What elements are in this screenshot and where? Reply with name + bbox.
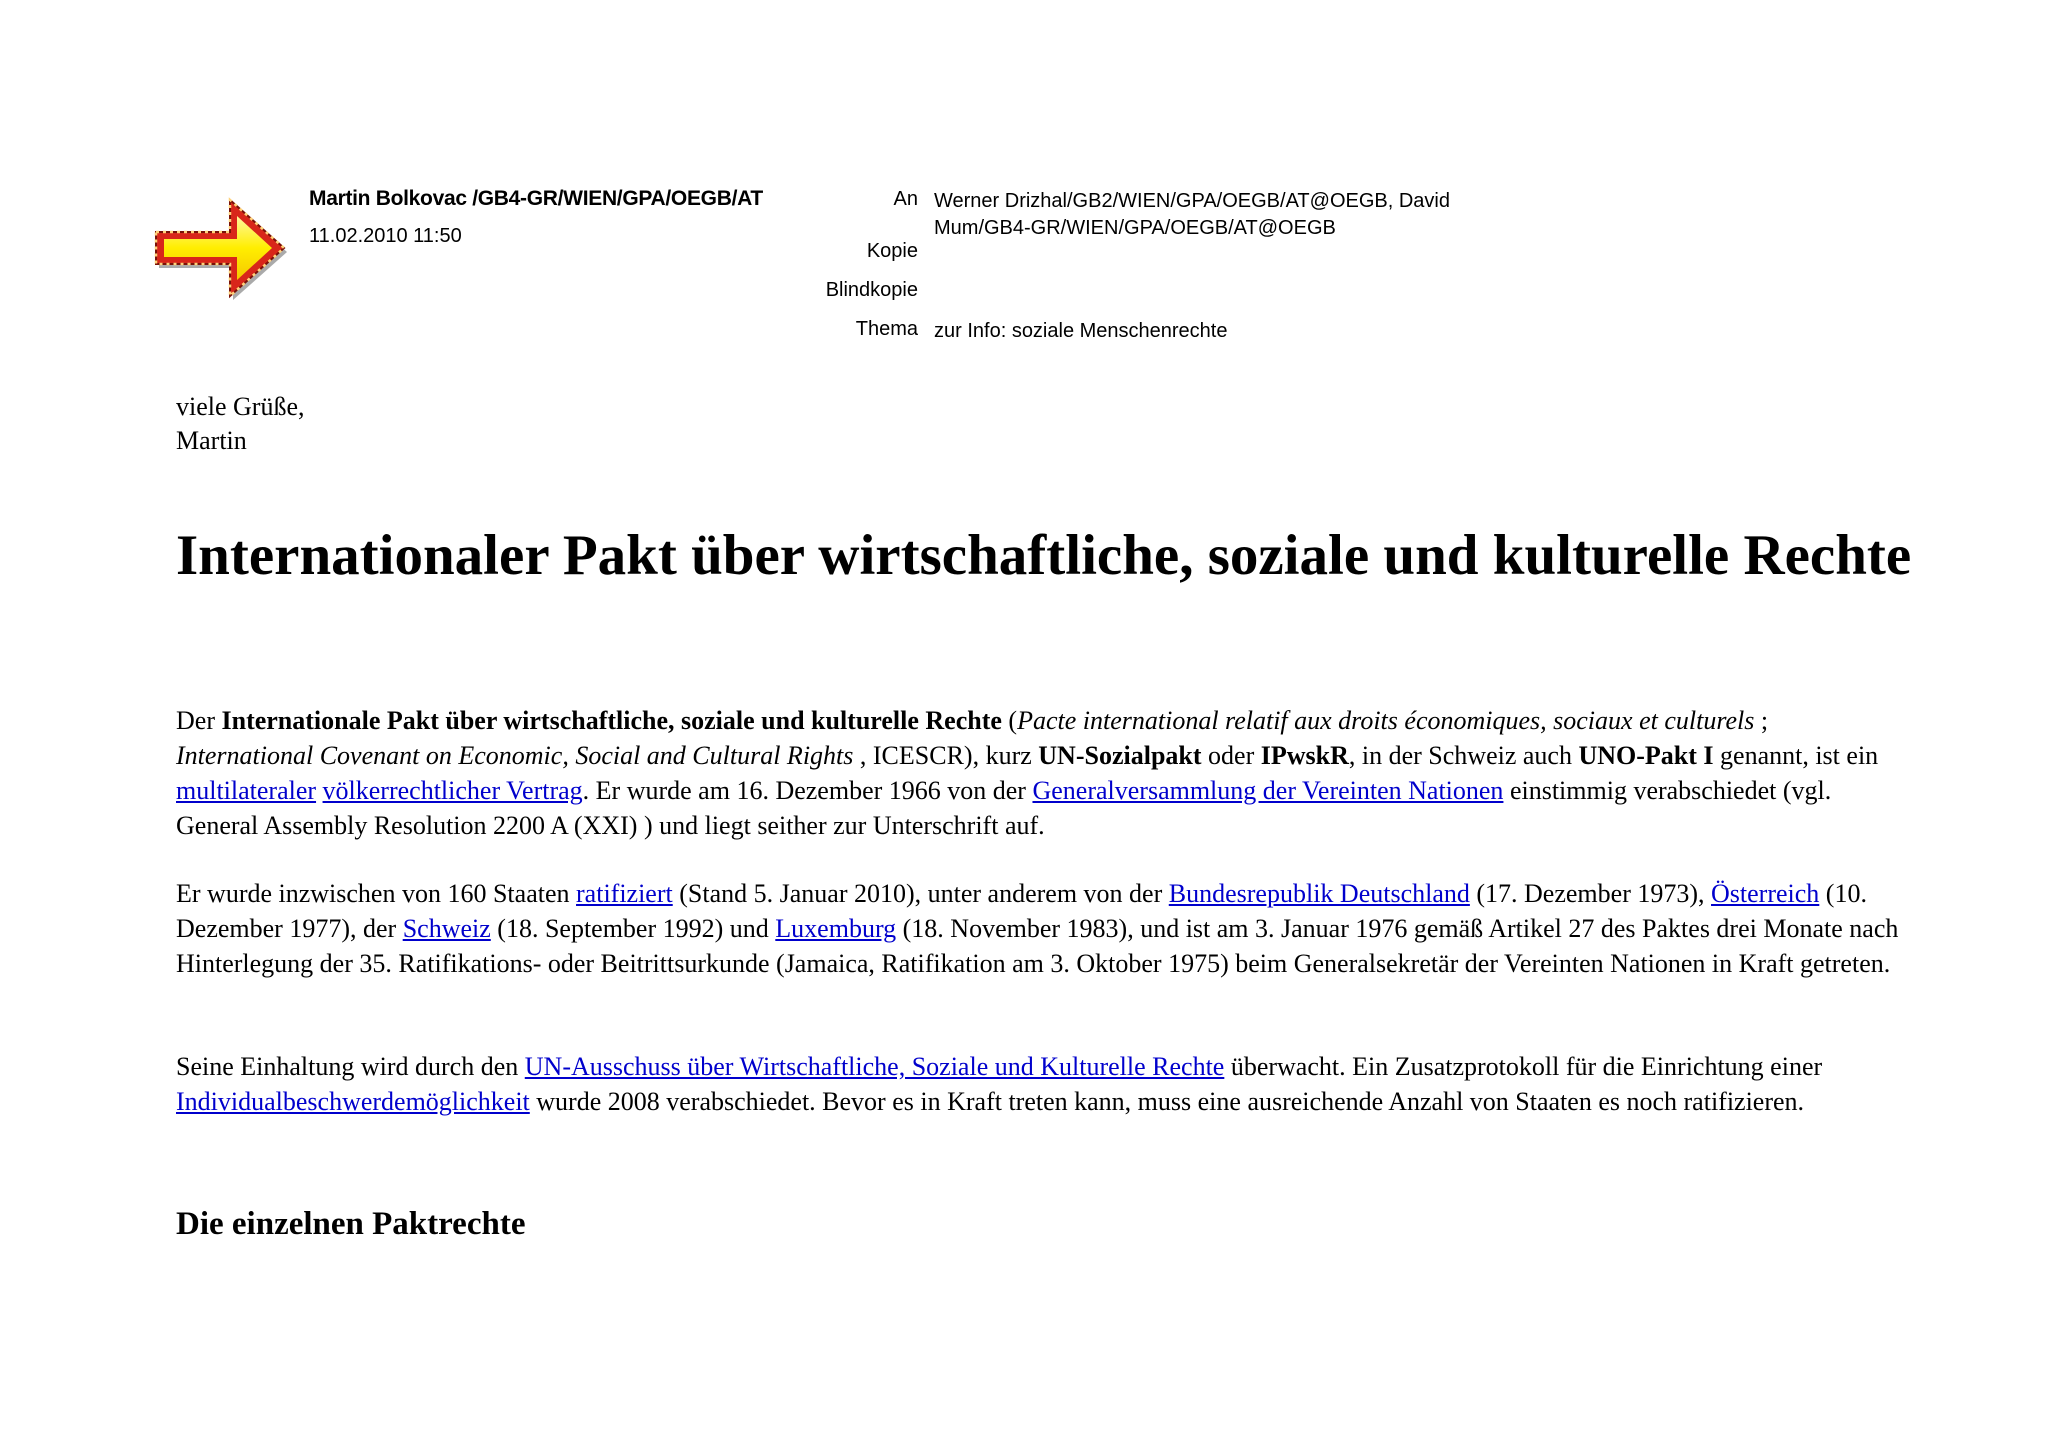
arrow-right-icon xyxy=(150,192,290,304)
paragraph-ratification xyxy=(176,876,1906,981)
text: ; xyxy=(1754,706,1769,735)
french-title: Pacte international relatif aux droits économiques, sociaux et culturels xyxy=(1017,706,1755,735)
text: , ICESCR), kurz xyxy=(853,741,1039,770)
article-title: Internationaler Pakt über wirtschaftliche, soziale und kulturelle Rechte xyxy=(176,524,1912,587)
text: (18. September 1992) und xyxy=(490,914,776,943)
sender-name: Martin Bolkovac /GB4-GR/WIEN/GPA/OEGB/AT xyxy=(309,187,763,210)
subject: zur Info: soziale Menschenrechte xyxy=(934,320,1228,342)
label-cc: Kopie xyxy=(866,240,918,262)
label-to: An xyxy=(893,188,918,210)
text: oder xyxy=(1201,741,1261,770)
label-subject: Thema xyxy=(855,318,918,340)
text: , in der Schweiz auch xyxy=(1348,741,1579,770)
paragraph-monitoring xyxy=(176,1049,1906,1119)
link-voelkerrechtlicher-vertrag[interactable]: völkerrechtlicher Vertrag xyxy=(322,776,583,805)
text: genannt, ist ein xyxy=(1713,741,1879,770)
link-schweiz[interactable]: Schweiz xyxy=(402,914,491,943)
link-bundesrepublik-deutschland[interactable]: Bundesrepublik Deutschland xyxy=(1168,879,1470,908)
link-luxemburg[interactable]: Luxemburg xyxy=(775,914,897,943)
text: Er wurde inzwischen von 160 Staaten xyxy=(176,879,577,908)
text: wurde 2008 verabschiedet. Bevor es in Kraft treten kann, muss eine ausreichende Anzahl von Staaten es noch ratifizieren. xyxy=(529,1087,1805,1116)
signature-name: Martin xyxy=(176,426,247,455)
english-title: International Covenant on Economic, Social and Cultural Rights xyxy=(176,741,854,770)
link-generalversammlung[interactable]: Generalversammlung der Vereinten Nationen xyxy=(1032,776,1504,805)
section-heading: Die einzelnen Paktrechte xyxy=(176,1206,526,1242)
text: (10. Dezember 1977), der xyxy=(176,879,1867,943)
text: ( xyxy=(1001,706,1018,735)
link-oesterreich[interactable]: Österreich xyxy=(1711,879,1820,908)
text: überwacht. Ein Zusatzprotokoll für die Einrichtung einer xyxy=(1224,1052,1823,1081)
text: . Er wurde am 16. Dezember 1966 von der xyxy=(582,776,1033,805)
recipients-line-2: Mum/GB4-GR/WIEN/GPA/OEGB/AT@OEGB xyxy=(934,217,1336,239)
text: Der xyxy=(176,706,222,735)
text: (Stand 5. Januar 2010), unter anderem von der xyxy=(672,879,1169,908)
recipients xyxy=(934,188,1554,242)
bold-term: Internationale Pakt über wirtschaftliche, soziale und kulturelle Rechte xyxy=(221,706,1002,735)
text: einstimmig verabschiedet (vgl. General Assembly Resolution 2200 A (XXI) ) und liegt seither zur Unterschrift auf. xyxy=(176,776,1832,840)
link-un-ausschuss[interactable]: UN-Ausschuss über Wirtschaftliche, Soziale und Kulturelle Rechte xyxy=(524,1052,1225,1081)
bold-term: UN-Sozialpakt xyxy=(1038,741,1202,770)
bold-term: IPwskR xyxy=(1260,741,1349,770)
text: (18. November 1983), und ist am 3. Januar 1976 gemäß Artikel 27 des Paktes drei Monate nach Hinterlegung der 35. Ratifikations- oder Beitrittsurkunde (Jamaica, Ratifikation am 3. Oktober 1975) beim Generalsekretär der Vereinten Nationen in Kraft getreten. xyxy=(176,914,1899,978)
link-multilateraler[interactable]: multilateraler xyxy=(176,776,317,805)
text: Seine Einhaltung wird durch den xyxy=(176,1052,525,1081)
label-bcc: Blindkopie xyxy=(825,279,918,301)
paragraph-intro xyxy=(176,703,1906,843)
bold-term: UNO-Pakt I xyxy=(1578,741,1714,770)
text: (17. Dezember 1973), xyxy=(1469,879,1712,908)
link-ratifiziert[interactable]: ratifiziert xyxy=(576,879,673,908)
greeting xyxy=(176,390,305,458)
greeting-line: viele Grüße, xyxy=(176,392,305,421)
recipients-line-1: Werner Drizhal/GB2/WIEN/GPA/OEGB/AT@OEGB, David xyxy=(934,190,1450,212)
sent-date: 11.02.2010 11:50 xyxy=(309,225,462,247)
link-individualbeschwerde[interactable]: Individualbeschwerdemöglichkeit xyxy=(176,1087,530,1116)
